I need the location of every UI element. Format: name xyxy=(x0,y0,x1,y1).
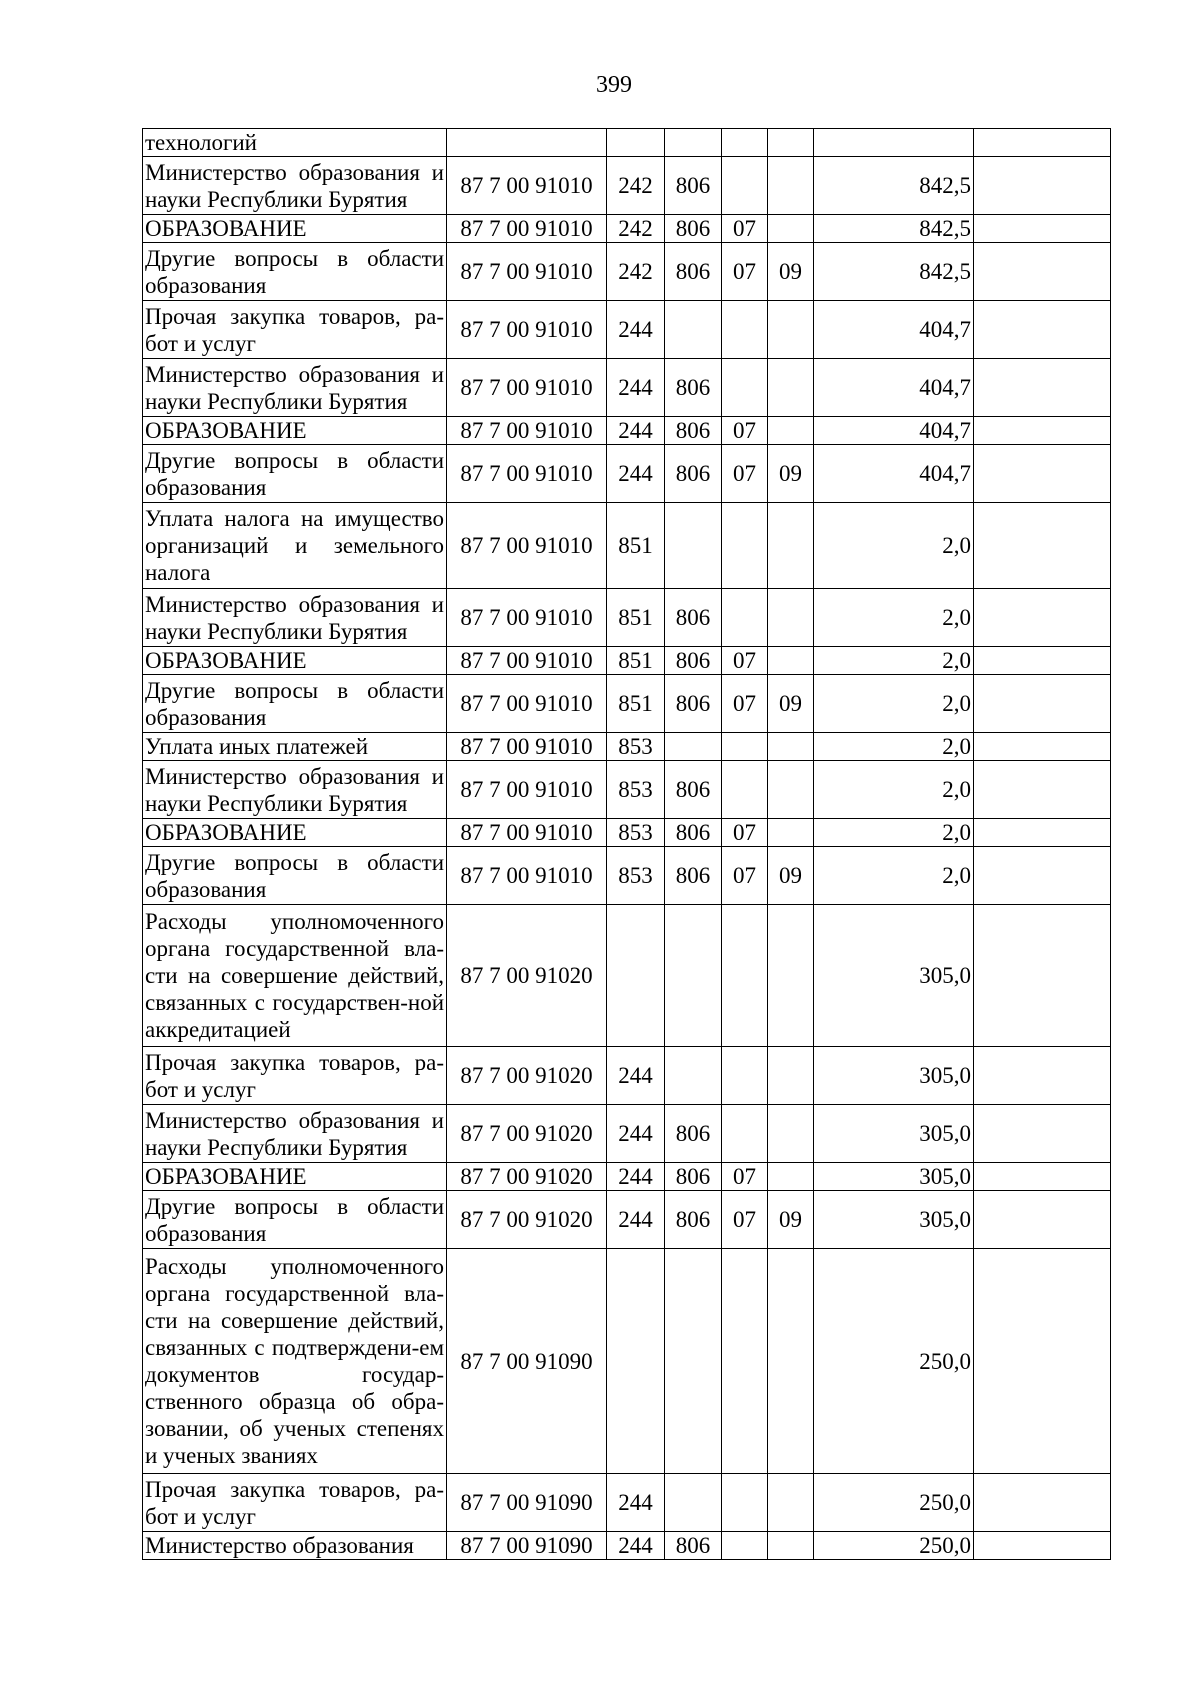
cell-name: ОБРАЗОВАНИЕ xyxy=(143,1163,447,1191)
cell-ministry-code: 806 xyxy=(665,589,722,647)
cell-target-article: 87 7 00 91010 xyxy=(447,761,607,819)
cell-section: 07 xyxy=(722,847,768,905)
cell-subsection xyxy=(768,301,814,359)
cell-name: Другие вопросы в области образования xyxy=(143,675,447,733)
cell-extra xyxy=(974,1532,1111,1560)
cell-extra xyxy=(974,1105,1111,1163)
cell-ministry-code: 806 xyxy=(665,1163,722,1191)
cell-extra xyxy=(974,847,1111,905)
cell-extra xyxy=(974,503,1111,589)
cell-subsection xyxy=(768,647,814,675)
cell-name: Министерство образования и науки Республики Бурятия xyxy=(143,1105,447,1163)
cell-name: Прочая закупка товаров, ра-бот и услуг xyxy=(143,1474,447,1532)
cell-section: 07 xyxy=(722,1163,768,1191)
cell-expense-type: 244 xyxy=(607,1532,665,1560)
table-row xyxy=(143,819,1111,847)
cell-expense-type: 244 xyxy=(607,1474,665,1532)
cell-amount: 2,0 xyxy=(814,675,974,733)
cell-name: Министерство образования и науки Республики Бурятия xyxy=(143,761,447,819)
cell-extra xyxy=(974,761,1111,819)
cell-target-article: 87 7 00 91020 xyxy=(447,905,607,1047)
cell-ministry-code: 806 xyxy=(665,675,722,733)
cell-subsection xyxy=(768,1532,814,1560)
cell-extra xyxy=(974,417,1111,445)
cell-name: Расходы уполномоченного органа государственной вла-сти на совершение действий, связанных с государствен-ной аккредитацией xyxy=(143,905,447,1047)
cell-subsection xyxy=(768,503,814,589)
cell-subsection xyxy=(768,589,814,647)
table-row xyxy=(143,359,1111,417)
cell-section xyxy=(722,1047,768,1105)
table-row xyxy=(143,301,1111,359)
cell-subsection: 09 xyxy=(768,675,814,733)
cell-expense-type: 853 xyxy=(607,819,665,847)
cell-ministry-code xyxy=(665,129,722,157)
cell-section xyxy=(722,359,768,417)
cell-amount xyxy=(814,129,974,157)
cell-target-article: 87 7 00 91010 xyxy=(447,847,607,905)
cell-amount: 404,7 xyxy=(814,359,974,417)
cell-section xyxy=(722,129,768,157)
cell-section: 07 xyxy=(722,1191,768,1249)
cell-extra xyxy=(974,675,1111,733)
cell-subsection xyxy=(768,733,814,761)
cell-name: Расходы уполномоченного органа государственной вла-сти на совершение действий, связанных с подтверждени-ем документов государ-ственного образца об обра-зовании, об ученых степенях и ученых званиях xyxy=(143,1249,447,1474)
table-row xyxy=(143,1474,1111,1532)
cell-target-article: 87 7 00 91010 xyxy=(447,359,607,417)
cell-name: Министерство образования xyxy=(143,1532,447,1560)
cell-ministry-code xyxy=(665,301,722,359)
cell-target-article: 87 7 00 91010 xyxy=(447,675,607,733)
cell-extra xyxy=(974,905,1111,1047)
cell-section xyxy=(722,761,768,819)
cell-ministry-code xyxy=(665,1249,722,1474)
cell-amount: 842,5 xyxy=(814,157,974,215)
table-row xyxy=(143,1249,1111,1474)
cell-target-article: 87 7 00 91090 xyxy=(447,1249,607,1474)
cell-ministry-code: 806 xyxy=(665,1191,722,1249)
cell-name: Другие вопросы в области образования xyxy=(143,1191,447,1249)
cell-section xyxy=(722,1532,768,1560)
table-row xyxy=(143,417,1111,445)
cell-section xyxy=(722,301,768,359)
cell-amount: 2,0 xyxy=(814,761,974,819)
table-row xyxy=(143,1105,1111,1163)
table-row xyxy=(143,157,1111,215)
table-row xyxy=(143,503,1111,589)
cell-extra xyxy=(974,1163,1111,1191)
cell-section xyxy=(722,1249,768,1474)
cell-target-article: 87 7 00 91010 xyxy=(447,243,607,301)
cell-expense-type: 851 xyxy=(607,503,665,589)
cell-expense-type xyxy=(607,905,665,1047)
cell-ministry-code: 806 xyxy=(665,417,722,445)
cell-section: 07 xyxy=(722,647,768,675)
cell-name: Уплата иных платежей xyxy=(143,733,447,761)
cell-amount: 305,0 xyxy=(814,1047,974,1105)
cell-subsection xyxy=(768,129,814,157)
cell-amount: 842,5 xyxy=(814,215,974,243)
cell-target-article: 87 7 00 91020 xyxy=(447,1163,607,1191)
cell-expense-type: 851 xyxy=(607,675,665,733)
cell-name: Министерство образования и науки Республики Бурятия xyxy=(143,589,447,647)
cell-expense-type: 242 xyxy=(607,157,665,215)
table-row xyxy=(143,647,1111,675)
cell-amount: 305,0 xyxy=(814,905,974,1047)
table-row xyxy=(143,1191,1111,1249)
cell-extra xyxy=(974,359,1111,417)
cell-expense-type: 853 xyxy=(607,733,665,761)
cell-section: 07 xyxy=(722,819,768,847)
cell-ministry-code: 806 xyxy=(665,1105,722,1163)
cell-amount: 305,0 xyxy=(814,1105,974,1163)
table-row xyxy=(143,589,1111,647)
cell-target-article: 87 7 00 91010 xyxy=(447,589,607,647)
cell-section xyxy=(722,1105,768,1163)
cell-subsection xyxy=(768,1474,814,1532)
cell-amount: 250,0 xyxy=(814,1474,974,1532)
cell-amount: 250,0 xyxy=(814,1532,974,1560)
cell-target-article: 87 7 00 91010 xyxy=(447,733,607,761)
cell-name: ОБРАЗОВАНИЕ xyxy=(143,647,447,675)
cell-extra xyxy=(974,733,1111,761)
table-row xyxy=(143,445,1111,503)
cell-target-article: 87 7 00 91010 xyxy=(447,503,607,589)
cell-name: Прочая закупка товаров, ра-бот и услуг xyxy=(143,1047,447,1105)
cell-extra xyxy=(974,1249,1111,1474)
table-body xyxy=(143,129,1111,1560)
cell-amount: 404,7 xyxy=(814,417,974,445)
cell-name: Прочая закупка товаров, ра-бот и услуг xyxy=(143,301,447,359)
cell-extra xyxy=(974,129,1111,157)
cell-expense-type: 242 xyxy=(607,243,665,301)
cell-section xyxy=(722,589,768,647)
cell-amount: 2,0 xyxy=(814,589,974,647)
cell-section: 07 xyxy=(722,675,768,733)
cell-expense-type xyxy=(607,129,665,157)
cell-subsection xyxy=(768,1105,814,1163)
cell-name: технологий xyxy=(143,129,447,157)
cell-subsection xyxy=(768,215,814,243)
cell-target-article xyxy=(447,129,607,157)
cell-name: Другие вопросы в области образования xyxy=(143,445,447,503)
table-row xyxy=(143,761,1111,819)
table-row xyxy=(143,675,1111,733)
cell-expense-type: 244 xyxy=(607,359,665,417)
cell-amount: 842,5 xyxy=(814,243,974,301)
cell-target-article: 87 7 00 91020 xyxy=(447,1191,607,1249)
cell-target-article: 87 7 00 91090 xyxy=(447,1474,607,1532)
cell-subsection xyxy=(768,157,814,215)
cell-extra xyxy=(974,1191,1111,1249)
table-row xyxy=(143,243,1111,301)
cell-name: ОБРАЗОВАНИЕ xyxy=(143,417,447,445)
cell-ministry-code: 806 xyxy=(665,847,722,905)
cell-subsection xyxy=(768,1047,814,1105)
cell-extra xyxy=(974,301,1111,359)
cell-subsection xyxy=(768,819,814,847)
cell-expense-type: 242 xyxy=(607,215,665,243)
cell-amount: 305,0 xyxy=(814,1191,974,1249)
cell-extra xyxy=(974,819,1111,847)
cell-extra xyxy=(974,1474,1111,1532)
cell-subsection xyxy=(768,761,814,819)
cell-target-article: 87 7 00 91020 xyxy=(447,1047,607,1105)
cell-expense-type: 853 xyxy=(607,847,665,905)
cell-ministry-code: 806 xyxy=(665,445,722,503)
cell-section: 07 xyxy=(722,445,768,503)
cell-ministry-code xyxy=(665,733,722,761)
cell-target-article: 87 7 00 91010 xyxy=(447,215,607,243)
cell-ministry-code xyxy=(665,905,722,1047)
cell-subsection: 09 xyxy=(768,243,814,301)
table-row xyxy=(143,1532,1111,1560)
cell-extra xyxy=(974,1047,1111,1105)
cell-amount: 404,7 xyxy=(814,301,974,359)
cell-ministry-code: 806 xyxy=(665,157,722,215)
cell-extra xyxy=(974,215,1111,243)
table-row xyxy=(143,847,1111,905)
cell-target-article: 87 7 00 91010 xyxy=(447,445,607,503)
cell-expense-type: 244 xyxy=(607,1191,665,1249)
cell-ministry-code xyxy=(665,1474,722,1532)
cell-subsection: 09 xyxy=(768,445,814,503)
cell-expense-type: 853 xyxy=(607,761,665,819)
table-row xyxy=(143,1047,1111,1105)
cell-name: Министерство образования и науки Республики Бурятия xyxy=(143,157,447,215)
cell-section xyxy=(722,1474,768,1532)
cell-expense-type: 244 xyxy=(607,301,665,359)
cell-ministry-code xyxy=(665,503,722,589)
table-row xyxy=(143,129,1111,157)
cell-expense-type: 244 xyxy=(607,1163,665,1191)
cell-section: 07 xyxy=(722,417,768,445)
cell-subsection: 09 xyxy=(768,1191,814,1249)
cell-expense-type: 244 xyxy=(607,417,665,445)
cell-amount: 2,0 xyxy=(814,819,974,847)
cell-name: ОБРАЗОВАНИЕ xyxy=(143,215,447,243)
cell-name: Другие вопросы в области образования xyxy=(143,847,447,905)
cell-extra xyxy=(974,589,1111,647)
table-row xyxy=(143,733,1111,761)
cell-section xyxy=(722,905,768,1047)
budget-table xyxy=(142,128,1111,1560)
cell-expense-type xyxy=(607,1249,665,1474)
page-number: 399 xyxy=(596,72,632,98)
cell-section xyxy=(722,503,768,589)
cell-amount: 2,0 xyxy=(814,503,974,589)
cell-target-article: 87 7 00 91010 xyxy=(447,417,607,445)
cell-subsection xyxy=(768,417,814,445)
cell-section xyxy=(722,157,768,215)
cell-target-article: 87 7 00 91010 xyxy=(447,301,607,359)
cell-name: Другие вопросы в области образования xyxy=(143,243,447,301)
cell-extra xyxy=(974,445,1111,503)
cell-amount: 2,0 xyxy=(814,647,974,675)
cell-target-article: 87 7 00 91020 xyxy=(447,1105,607,1163)
cell-ministry-code: 806 xyxy=(665,647,722,675)
cell-target-article: 87 7 00 91010 xyxy=(447,157,607,215)
cell-name: Уплата налога на имущество организаций и земельного налога xyxy=(143,503,447,589)
table-row xyxy=(143,1163,1111,1191)
cell-extra xyxy=(974,243,1111,301)
cell-subsection xyxy=(768,1249,814,1474)
cell-expense-type: 244 xyxy=(607,1105,665,1163)
cell-expense-type: 851 xyxy=(607,589,665,647)
table-row xyxy=(143,905,1111,1047)
cell-name: Министерство образования и науки Республики Бурятия xyxy=(143,359,447,417)
cell-ministry-code: 806 xyxy=(665,761,722,819)
cell-section xyxy=(722,733,768,761)
cell-amount: 250,0 xyxy=(814,1249,974,1474)
cell-subsection: 09 xyxy=(768,847,814,905)
cell-subsection xyxy=(768,1163,814,1191)
cell-amount: 2,0 xyxy=(814,847,974,905)
cell-name: ОБРАЗОВАНИЕ xyxy=(143,819,447,847)
cell-ministry-code xyxy=(665,1047,722,1105)
cell-ministry-code: 806 xyxy=(665,1532,722,1560)
cell-ministry-code: 806 xyxy=(665,215,722,243)
cell-section: 07 xyxy=(722,243,768,301)
cell-amount: 2,0 xyxy=(814,733,974,761)
cell-subsection xyxy=(768,905,814,1047)
cell-expense-type: 851 xyxy=(607,647,665,675)
cell-target-article: 87 7 00 91090 xyxy=(447,1532,607,1560)
cell-section: 07 xyxy=(722,215,768,243)
cell-ministry-code: 806 xyxy=(665,243,722,301)
cell-target-article: 87 7 00 91010 xyxy=(447,819,607,847)
cell-ministry-code: 806 xyxy=(665,819,722,847)
cell-extra xyxy=(974,647,1111,675)
cell-expense-type: 244 xyxy=(607,445,665,503)
table-row xyxy=(143,215,1111,243)
cell-ministry-code: 806 xyxy=(665,359,722,417)
cell-amount: 404,7 xyxy=(814,445,974,503)
cell-target-article: 87 7 00 91010 xyxy=(447,647,607,675)
cell-amount: 305,0 xyxy=(814,1163,974,1191)
cell-subsection xyxy=(768,359,814,417)
cell-expense-type: 244 xyxy=(607,1047,665,1105)
cell-extra xyxy=(974,157,1111,215)
